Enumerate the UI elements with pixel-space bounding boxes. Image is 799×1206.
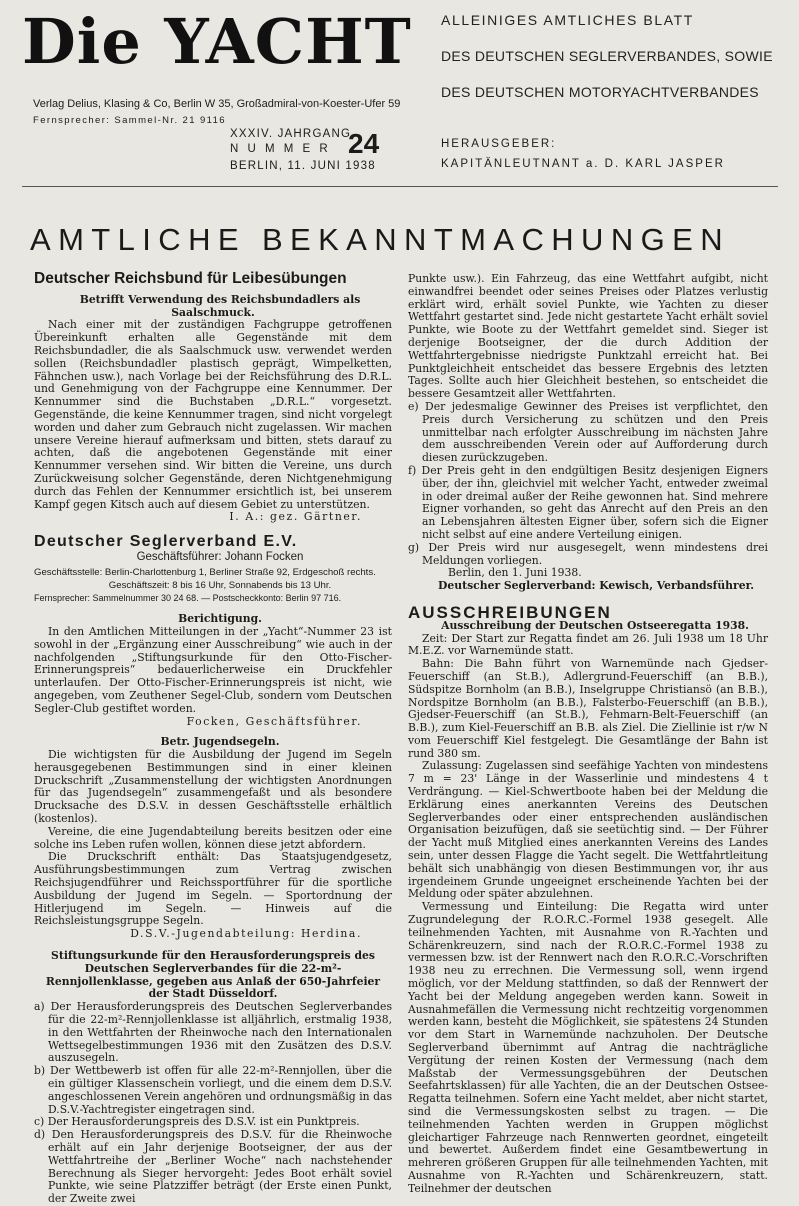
volume: XXXIV. JAHRGANG bbox=[230, 128, 352, 140]
issue-number: 24 bbox=[348, 128, 380, 159]
heading-ausschreibungen: AUSSCHREIBUNGEN bbox=[408, 602, 612, 622]
signature-gaertner: I. A.: gez. Gärtner. bbox=[229, 510, 362, 524]
association-line-2: DES DEUTSCHEN SEGLERVERBANDES, SOWIE bbox=[441, 48, 773, 64]
office-address: Geschäftsstelle: Berlin-Charlottenburg 1, Berliner Straße 92, Erdgeschoß rechts. bbox=[34, 566, 376, 578]
masthead: Die YACHT bbox=[22, 5, 412, 78]
signature-herdina: D.S.V.-Jugendabteilung: Herdina. bbox=[130, 927, 362, 941]
paragraph-berichtigung: In den Amtlichen Mitteilungen in der „Yacht“-Nummer 23 ist sowohl in der „Ergänzung einer Ausschreibung“ wie auch in der nachfolgenden „Stiftungsurkunde für den Otto-Fischer-Erinnerungspreis“ bedauerlicherweise ein Druckfehler unterlaufen. Der Otto-Fischer-Erinnerungspreis ist nicht, wie angegeben, vom Zeuthener Segel-Club, sondern vom Deutschen Segler-Club gestiftet worden. bbox=[34, 624, 392, 715]
subheading-ostseeregatta: Ausschreibung der Deutschen Ostseeregatta 1938. bbox=[441, 618, 749, 632]
paragraph-saalschmuck: Nach einer mit der zuständigen Fachgruppe getroffenen Übereinkunft erhalten alle Gegenstände mit dem Reichsbundadler, die als Saalschmuck usw. verwendet werden sollen (Reichsbundadler plastisch geprägt, Wimpelketten, Fähnchen usw.), nach Vorlage bei der Reichsführung des D.R.L. und Genehmigung von der Fachgruppe eine Kennummer. Der Kennummer sind die Buchstaben „D.R.L.“ vorgesetzt. Gegenstände, die keine Kennummer tragen, sind nicht vorgelegt worden und daher zum Gebrauch nicht zugelassen. Wir machen unsere Vereine hierauf aufmerksam und bitten, stets darauf zu achten, daß die angebotenen Gegenstände mit einer Kennummer versehen sind. Wir bitten die Vereine, uns durch Zurückweisung solcher Gegenstände, deren Nichtgenehmigung durch das Fehlen der Kennummer ersichtlich ist, bei unserem Kampf gegen Kitsch auch auf diesem Gebiet zu unterstützen. bbox=[34, 318, 392, 511]
editor-name: KAPITÄNLEUTNANT a. D. KARL JASPER bbox=[441, 158, 725, 170]
list-item-d: d) Den Herausforderungspreis des D.S.V. für die Rheinwoche erhält auf ein Jahr derjenige Bootseigner, der aus der Wettfahrtreihe der „Berliner Woche“ nach nachstehender Berechnung als Sieger hervorgeht: Jedes Boot erhält soviel Punkte, wie seine Platzziffer beträgt (der Erste einen Punkt, der Zweite zwei bbox=[34, 1128, 392, 1206]
signature-kewisch: Deutscher Seglerverband: Kewisch, Verbandsführer. bbox=[438, 579, 755, 593]
association-line-1: ALLEINIGES AMTLICHES BLATT bbox=[441, 12, 694, 28]
paragraph-punkte: Punkte usw.). Ein Fahrzeug, das eine Wettfahrt aufgibt, nicht einwandfrei beendet oder seines Preises oder Platzes verlustig erklärt wird, erhält soviel Punkte, wie Yachten zu dieser Wettfahrt gestartet sind. Jede nicht gestartete Yacht erhält soviel Punkte, wie Boote zu der Wettfahrt gemeldet sind. Sieger ist derjenige Bootseigner, der die durch Addition der Wettfahrtergebnisse niedrigste Punktzahl erreicht hat. Bei Punktgleichheit entscheidet das bessere Ergebnis des letzten Tages. Sollte auch hier Gleichheit bestehen, so entscheidet die bessere Gesamtzeit aller Wettfahrten. bbox=[408, 272, 768, 401]
paragraph-jugendsegeln-1: Die wichtigsten für die Ausbildung der Jugend im Segeln herausgegebenen Bestimmungen sind in einer kleinen Druckschrift „Zusammenstellung der wichtigsten Anordnungen für das Jugendsegeln“ zusammengefaßt und als besondere Drucksache des D.S.V. in dessen Geschäftsstelle erhältlich (kostenlos). bbox=[34, 748, 392, 826]
list-item-e: e) Der jedesmalige Gewinner des Preises ist verpflichtet, den Preis durch Versicherung zu schützen und den Preis unmittelbar nach erfolgter Ausschreibung im nächsten Jahre dem ausschreibenden Verein oder auf Aufforderung durch diesen zurückzugeben. bbox=[408, 399, 768, 465]
date-line: Berlin, den 1. Juni 1938. bbox=[448, 566, 582, 580]
heading-seglerverband: Deutscher Seglerverband E.V. bbox=[34, 533, 298, 551]
subheading-jugendsegeln: Betr. Jugendsegeln. bbox=[160, 735, 280, 749]
list-item-g: g) Der Preis wird nur ausgesegelt, wenn mindestens drei Meldungen vorliegen. bbox=[408, 540, 768, 567]
list-item-f: f) Der Preis geht in den endgültigen Besitz desjenigen Eigners über, der ihn, gleichviel mit welcher Yacht, entweder zweimal in oder dreimal außer der Reihe gewonnen hat. Sind mehrere Eigner vorhanden, so geht das Anrecht auf den Preis an den an Lebensjahren ältesten Eigner über, sofern sich die Eigner nicht selbst auf eine andere Verteilung einigen. bbox=[408, 463, 768, 541]
phone-line: Fernsprecher: Sammel-Nr. 21 9116 bbox=[33, 115, 226, 126]
paragraph-jugendsegeln-2: Vereine, die eine Jugendabteilung bereits besitzen oder eine solche ins Leben rufen wollen, können diese jetzt abfordern. bbox=[34, 824, 392, 851]
issue-date: BERLIN, 11. JUNI 1938 bbox=[230, 160, 376, 172]
signature-focken: Focken, Geschäftsführer. bbox=[186, 714, 362, 728]
managing-director: Geschäftsführer: Johann Focken bbox=[136, 550, 304, 563]
paragraph-zulassung: Zulassung: Zugelassen sind seefähige Yachten von mindestens 7 m = 23' Länge in der Wasserlinie und mindestens 4 t Verdrängung. — Kiel-Schwertboote haben bei der Meldung die Erklärung eines anerkannten Vereins des Deutschen Seglerverbandes oder einer entsprechenden ausländischen Organisation beizufügen, daß sie seetüchtig sind. — Der Führer der Yacht muß Mitglied eines anerkannten Vereins des Landes sein, unter dessen Flagge die Yacht segelt. Die Wettfahrtleitung behält sich unabhängig von diesen Bestimmungen vor, ihr aus irgendeinem Grunde ungeeignet erscheinende Yachten bei der Meldung oder später abzulehnen. bbox=[408, 759, 768, 901]
list-item-c: c) Der Herausforderungspreis des D.S.V. ist ein Punktpreis. bbox=[34, 1115, 360, 1129]
paragraph-zeit: Zeit: Der Start zur Regatta findet am 26. Juli 1938 um 18 Uhr M.E.Z. vor Warnemünde statt. bbox=[408, 631, 768, 658]
left-column bbox=[34, 270, 392, 1206]
subheading-berichtigung: Berichtigung. bbox=[178, 612, 262, 626]
list-item-b: b) Der Wettbewerb ist offen für alle 22-m²-Rennjollen, über die ein gültiger Klassenschein vorliegt, und die einem dem D.S.V. angeschlossenen Verein angehören und ordnungsmäßig in das D.S.V.-Yachtregister eingetragen sind. bbox=[34, 1064, 392, 1116]
number-label: N U M M E R bbox=[230, 143, 331, 155]
publisher-line: Verlag Delius, Klasing & Co, Berlin W 35, Großadmiral-von-Koester-Ufer 59 bbox=[33, 98, 401, 110]
office-hours: Geschäftszeit: 8 bis 16 Uhr, Sonnabends bis 13 Uhr. bbox=[108, 579, 332, 591]
editor-label: HERAUSGEBER: bbox=[441, 138, 557, 150]
paragraph-jugendsegeln-3: Die Druckschrift enthält: Das Staatsjugendgesetz, Ausführungsbestimmungen zum Vertrag zwischen Reichsjugendführer und Reichssportführer für die sportliche Ausbildung der Jugend im Segeln. — Sportordnung der Hitlerjugend im Segeln. — Hinweis auf die Reichsleistungsgruppe Segeln. bbox=[34, 850, 392, 928]
office-phone: Fernsprecher: Sammelnummer 30 24 68. — Postscheckkonto: Berlin 97 716. bbox=[34, 593, 342, 604]
association-line-3: DES DEUTSCHEN MOTORYACHTVERBANDES bbox=[441, 84, 759, 100]
paragraph-bahn: Bahn: Die Bahn führt von Warnemünde nach Gjedser-Feuerschiff (an St.B.), Adlergrund-Feuerschiff (an B.B.), Südspitze Bornholm (an B.B.), Inselgruppe Christiansö (an B.B.), Nordspitze Bornholm (an B.B.), Falsterbo-Feuerschiff (an B.B.), Gjedser-Feuerschiff (an St.B.), Fehmarn-Belt-Feuerschiff (an B.B.), zum Kiel-Feuerschiff an B.B. als Ziel. Die Ziellinie ist r/w N vom Feuerschiff Kiel festgelegt. Die Gesamtlänge der Bahn ist rund 380 sm. bbox=[408, 657, 768, 760]
heading-reichsbund: Deutscher Reichsbund für Leibesübungen bbox=[34, 270, 347, 287]
subheading-saalschmuck: Betrifft Verwendung des Reichsbundadlers als Saalschmuck. bbox=[79, 292, 361, 319]
subheading-stiftungsurkunde: Stiftungsurkunde für den Herausforderungspreis des Deutschen Seglerverbandes für die 22-m²-Rennjollenklasse, gegeben aus Anlaß der 650-Jahrfeier der Stadt Düsseldorf. bbox=[45, 949, 381, 1001]
header-rule bbox=[22, 186, 778, 187]
banner-title: AMTLICHE BEKANNTMACHUNGEN bbox=[30, 222, 730, 257]
list-item-a: a) Der Herausforderungspreis des Deutschen Seglerverbandes für die 22-m²-Rennjollenklasse ist alljährlich, erstmalig 1938, in den Wettfahrten der Rheinwoche nach den Internationalen Wettsegelbestimmungen 1936 mit den Zusätzen des D.S.V. auszusegeln. bbox=[34, 1000, 392, 1065]
right-column bbox=[408, 273, 768, 1196]
paragraph-vermessung: Vermessung und Einteilung: Die Regatta wird unter Zugrundelegung der R.O.R.C.-Formel 1938 gesegelt. Alle teilnehmenden Yachten, mit Ausnahme von R.-Yachten und Schärenkreuzern, sind nach der R.O.R.C.-Formel 1938 zu vermessen bzw. ist der Rennwert nach den R.O.R.C.-Vorschriften 1938 neu zu errechnen. Die Vermessung soll, wenn irgend möglich, vor der Meldung stattfinden, so daß der Rennwert der Yacht bei der Meldung angegeben werden kann. Soweit in Ausnahmefällen die Vermessung nicht rechtzeitig vorgenommen werden kann, besteht die Möglichkeit, sie spätestens 24 Stunden vor dem Start in Warnemünde nachzuholen. Der Deutsche Seglerverband übernimmt auf Antrag die nachträgliche Vergütung der reinen Kosten der Vermessung (nach dem Maßstab der Vermessungsgebühren der Deutschen Seefahrtsklassen) für alle Yachten, die an der Deutschen Ostsee-Regatta teilnehmen. Sofern eine Yacht meldet, aber nicht startet, sind die Vermessungskosten selbst zu tragen. — Die teilnehmenden Yachten werden in Gruppen möglichst gleichartiger Fahrzeuge nach Rennwerten geordnet, eingeteilt und bewertet. Außerdem findet eine Gesamtbewertung in mehreren größeren Gruppen für alle teilnehmenden Yachten, mit Ausnahme von R.-Yachten und Schärenkreuzern, statt. Teilnehmer der deutschen bbox=[408, 900, 768, 1195]
